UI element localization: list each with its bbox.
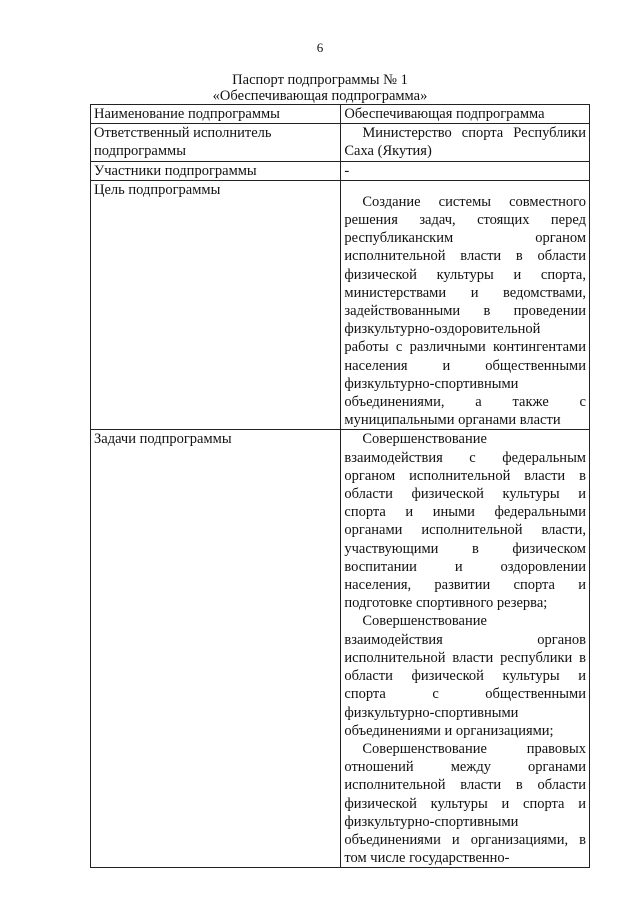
row-value-executor [341, 124, 590, 161]
table-row [91, 124, 590, 161]
table-row [91, 180, 590, 430]
goal-text: Создание системы совместного решения задач, стоящих перед республиканским органом исполнительной власти в области физической культуры и спорта, министерствами и ведомствами, задействованными в проведении физкультурно-оздоровительной работы с различными контингентами населения и общественными физкультурно-спортивными объединениями, а также с муниципальными органами власти [344, 193, 586, 429]
title-line-2: «Обеспечивающая подпрограмма» [212, 88, 428, 104]
row-label-executor: Ответственный исполнитель подпрограммы [91, 124, 341, 161]
task-paragraph: Совершенствование взаимодействия органов исполнительной власти республики в области физической культуры и спорта с общественными физкультурно-спортивными объединениями и организациями; [344, 613, 586, 739]
table-row [91, 105, 590, 124]
row-value-goal [341, 180, 590, 430]
document-title [0, 72, 640, 104]
row-label-participants: Участники подпрограммы [91, 161, 341, 180]
row-value-participants: - [341, 161, 590, 180]
task-paragraph: Совершенствование взаимодействия с федеральным органом исполнительной власти в области физической культуры и спорта и иными федеральными органами исполнительной власти, участвующими в физическом воспитании и оздоровлении населения, развитии спорта и подготовке спортивного резерва; [344, 431, 586, 612]
title-line-1: Паспорт подпрограммы № 1 [232, 72, 408, 88]
table-row [91, 430, 590, 868]
row-value-name: Обеспечивающая подпрограмма [341, 105, 590, 124]
executor-text: Министерство спорта Республики Саха (Якутия) [344, 125, 586, 160]
page-number: 6 [316, 40, 324, 55]
row-value-tasks [341, 430, 590, 868]
row-label-goal: Цель подпрограммы [91, 180, 341, 430]
row-label-name: Наименование подпрограммы [91, 105, 341, 124]
passport-table [90, 104, 590, 868]
task-paragraph: Совершенствование правовых отношений между органами исполнительной власти в области физической культуры и спорта и физкультурно-спортивными объединениями и организациями, в том числе государственно- [344, 740, 586, 867]
row-label-tasks: Задачи подпрограммы [91, 430, 341, 868]
table-row [91, 161, 590, 180]
